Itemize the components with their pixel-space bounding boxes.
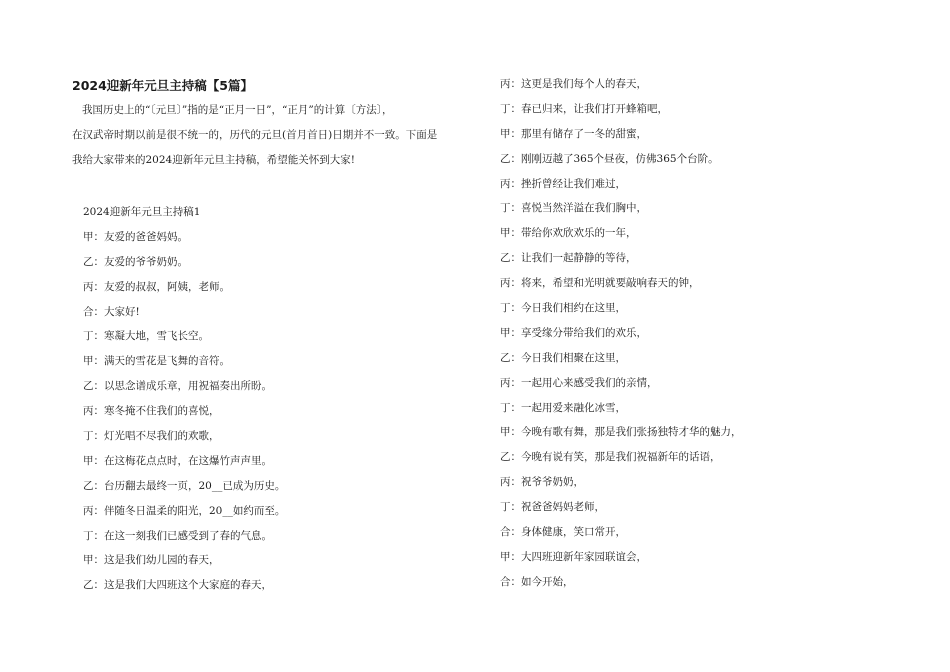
script-line: 甲：在这梅花点点时，在这爆竹声声里。 bbox=[83, 454, 272, 467]
script-line: 乙：台历翻去最终一页，20__已成为历史。 bbox=[83, 479, 286, 492]
script-line: 甲：这是我们幼儿园的春天， bbox=[83, 554, 220, 567]
script-line: 乙：友爱的爷爷奶奶。 bbox=[83, 255, 188, 268]
script-line: 合：身体健康，笑口常开， bbox=[500, 526, 626, 539]
document-title: 2024迎新年元旦主持稿【5篇】 bbox=[72, 78, 253, 93]
script-line: 丁：寒凝大地，雪飞长空。 bbox=[83, 330, 209, 343]
script-line: 甲：满天的雪花是飞舞的音符。 bbox=[83, 355, 230, 368]
script-line: 丙：祝爷爷奶奶， bbox=[500, 476, 584, 489]
intro-line: 我国历史上的“〔元旦〕”指的是“正月一日”，“正月”的计算〔方法〕， bbox=[82, 104, 393, 116]
script-line: 丁：灯光唱不尽我们的欢歌， bbox=[83, 430, 220, 443]
script-line: 丙：这更是我们每个人的春天， bbox=[500, 78, 647, 90]
right-column bbox=[500, 78, 742, 601]
script-line: 丙：友爱的叔叔，阿姨，老师。 bbox=[83, 280, 230, 293]
intro-paragraph bbox=[72, 104, 464, 179]
intro-line: 在汉武帝时期以前是很不统一的，历代的元旦(首月首日)日期并不一致。下面是 bbox=[72, 129, 438, 141]
script-line: 丁：今日我们相约在这里， bbox=[500, 302, 626, 315]
script-line: 丁：祝爸爸妈妈老师， bbox=[500, 501, 605, 514]
script-line: 丙：一起用心来感受我们的亲情， bbox=[500, 376, 658, 389]
script-line: 乙：让我们一起静静的等待， bbox=[500, 252, 637, 265]
script-line: 丙：挫折曾经让我们难过， bbox=[500, 177, 626, 190]
script-line: 乙：今日我们相聚在这里， bbox=[500, 351, 626, 364]
script-line: 甲：那里有储存了一冬的甜蜜， bbox=[500, 127, 647, 140]
script-line: 甲：大四班迎新年家园联谊会， bbox=[500, 550, 647, 563]
script-line: 丁：在这一刻我们已感受到了春的气息。 bbox=[83, 529, 272, 542]
script-line: 丁：一起用爱来融化冰雪， bbox=[500, 401, 626, 414]
script-line: 丙：寒冬掩不住我们的喜悦， bbox=[83, 405, 220, 418]
script-line: 乙：今晚有说有笑，那是我们祝福新年的话语， bbox=[500, 451, 721, 464]
script-line: 丁：春已归来，让我们打开蜂箱吧， bbox=[500, 102, 668, 115]
script-line: 乙：这是我们大四班这个大家庭的春天， bbox=[83, 579, 272, 592]
script-line: 甲：享受缘分带给我们的欢乐， bbox=[500, 326, 647, 339]
script-line: 丁：喜悦当然洋溢在我们胸中， bbox=[500, 202, 647, 215]
script-line: 乙：以思念谱成乐章，用祝福奏出所盼。 bbox=[83, 380, 272, 393]
section-heading: 2024迎新年元旦主持稿1 bbox=[83, 206, 201, 218]
script-line: 甲：今晚有歌有舞，那是我们张扬独特才华的魅力， bbox=[500, 426, 742, 439]
left-column bbox=[83, 206, 285, 604]
script-line: 乙：刚刚迈越了365个昼夜，仿佛365个台阶。 bbox=[500, 152, 719, 165]
script-line: 丙：伴随冬日温柔的阳光，20__如约而至。 bbox=[83, 504, 286, 517]
script-line: 合：如今开始， bbox=[500, 575, 574, 588]
script-line: 合：大家好! bbox=[83, 305, 140, 318]
script-line: 甲：友爱的爸爸妈妈。 bbox=[83, 230, 188, 243]
intro-line: 我给大家带来的2024迎新年元旦主持稿，希望能关怀到大家! bbox=[72, 154, 355, 166]
script-line: 丙：将来，希望和光明就要敲响春天的钟， bbox=[500, 277, 700, 290]
script-line: 甲：带给你欢欣欢乐的一年， bbox=[500, 227, 637, 240]
